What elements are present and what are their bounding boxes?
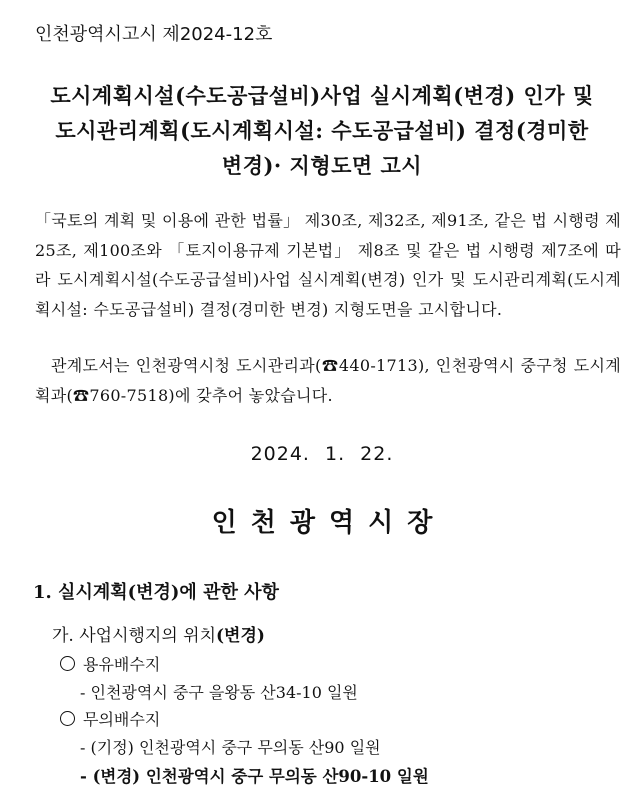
sub-heading-change-mark: (변경) <box>216 626 265 646</box>
list-item-detail: - (기정) 인천광역시 중구 무의동 산90 일원 <box>80 738 381 757</box>
list-item-detail: - 인천광역시 중구 을왕동 산34-10 일원 <box>80 683 358 702</box>
circle-bullet-icon <box>60 656 75 671</box>
section-heading: 1. 실시계획(변경)에 관한 사항 <box>33 582 279 603</box>
notice-title <box>30 78 614 183</box>
title-line-3: 변경)· 지형도면 고시 <box>221 153 423 178</box>
circle-bullet-icon <box>60 711 75 726</box>
body-paragraph-documents: 관계도서는 인천광역시청 도시관리과(☎440-1713), 인천광역시 중구청 도시계획과(☎760-7518)에 갖추어 놓았습니다. <box>35 356 621 405</box>
list-item-detail-changed: - (변경) 인천광역시 중구 무의동 산90-10 일원 <box>80 767 429 786</box>
list-item-label: 용유배수지 <box>83 655 161 674</box>
body-paragraph-legal-basis: 「국토의 계획 및 이용에 관한 법률」 제30조, 제32조, 제91조, 같은 법 시행령 제25조, 제100조와 「토지이용규제 기본법」 제8조 및 같은 법 시행령 제7조에 따라 도시계획시설(수도공급설비)사업 실시계획(변경) 인가 및 도시관리계획(도시계획시설: 수도공급설비) 결정(경미한 변경) 지형도면을 고시합니다. <box>35 211 621 319</box>
title-line-1: 도시계획시설(수도공급설비)사업 실시계획(변경) 인가 및 <box>50 83 594 108</box>
issuer-name: 인천광역시장 <box>211 508 447 538</box>
list-item-label: 무의배수지 <box>83 710 161 729</box>
sub-heading-text: 가. 사업시행지의 위치 <box>52 626 217 646</box>
list-item <box>60 707 160 730</box>
list-item <box>60 652 160 675</box>
notice-number: 인천광역시고시 제2024-12호 <box>35 24 273 45</box>
sub-heading-location <box>52 621 265 646</box>
notice-date: 2024. 1. 22. <box>250 443 394 465</box>
title-line-2: 도시관리계획(도시계획시설: 수도공급설비) 결정(경미한 <box>55 118 589 143</box>
